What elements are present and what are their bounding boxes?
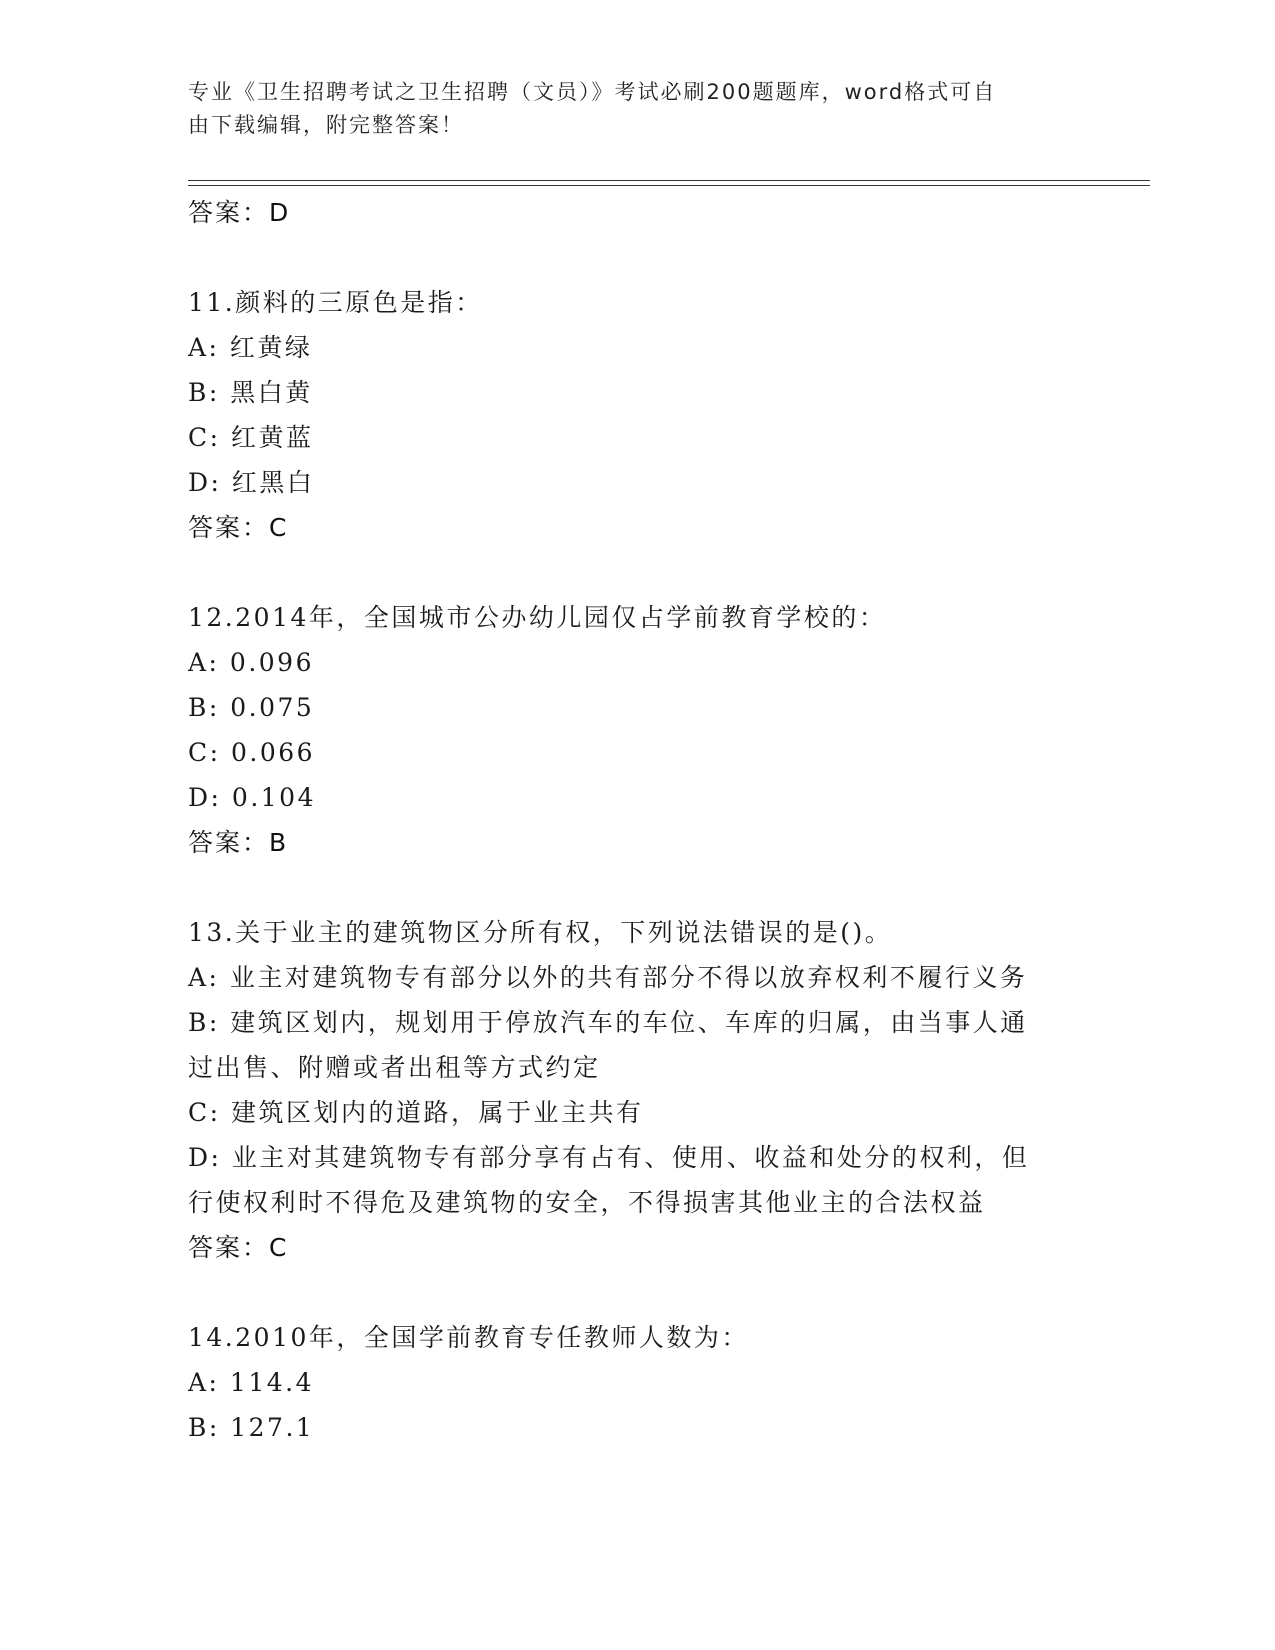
option-a: A: 114.4 xyxy=(188,1368,314,1397)
answer: 答案：B xyxy=(188,828,289,857)
answer: 答案：C xyxy=(188,513,289,542)
header-line-2: 由下载编辑，附完整答案！ xyxy=(188,113,464,137)
question-stem: 14.2010年，全国学前教育专任教师人数为： xyxy=(188,1323,749,1352)
option-b: B: 0.075 xyxy=(188,693,315,722)
option-d: D: 0.104 xyxy=(188,783,316,812)
option-c: C: 红黄蓝 xyxy=(188,423,314,452)
option-d-continued: 行使权利时不得危及建筑物的安全，不得损害其他业主的合法权益 xyxy=(188,1188,986,1217)
previous-answer: 答案：D xyxy=(188,198,291,227)
question-stem: 13.关于业主的建筑物区分所有权，下列说法错误的是()。 xyxy=(188,918,893,947)
question-stem: 11.颜料的三原色是指： xyxy=(188,288,483,317)
header-divider-bottom xyxy=(188,185,1150,186)
option-b: B: 127.1 xyxy=(188,1413,315,1442)
question-13 xyxy=(188,910,1048,1270)
option-a: A: 红黄绿 xyxy=(188,333,313,362)
question-14 xyxy=(188,1315,1048,1450)
question-12 xyxy=(188,595,1048,865)
option-b: B: 黑白黄 xyxy=(188,378,313,407)
option-c: C: 0.066 xyxy=(188,738,316,767)
option-d: D: 红黑白 xyxy=(188,468,315,497)
option-c: C: 建筑区划内的道路，属于业主共有 xyxy=(188,1098,644,1127)
option-a: A: 业主对建筑物专有部分以外的共有部分不得以放弃权利不履行义务 xyxy=(188,963,1028,992)
question-11 xyxy=(188,280,1048,550)
question-list xyxy=(188,190,1048,1450)
header-line-1: 专业《卫生招聘考试之卫生招聘（文员）》考试必刷200题题库，word格式可自 xyxy=(188,80,997,104)
option-b: B: 建筑区划内，规划用于停放汽车的车位、车库的归属，由当事人通 xyxy=(188,1008,1028,1037)
document-header xyxy=(188,76,1058,142)
answer: 答案：C xyxy=(188,1233,289,1262)
option-a: A: 0.096 xyxy=(188,648,314,677)
question-stem: 12.2014年，全国城市公办幼儿园仅占学前教育学校的： xyxy=(188,603,887,632)
option-b-continued: 过出售、附赠或者出租等方式约定 xyxy=(188,1053,601,1082)
header-divider-top xyxy=(188,180,1150,181)
option-d: D: 业主对其建筑物专有部分享有占有、使用、收益和处分的权利，但 xyxy=(188,1143,1030,1172)
